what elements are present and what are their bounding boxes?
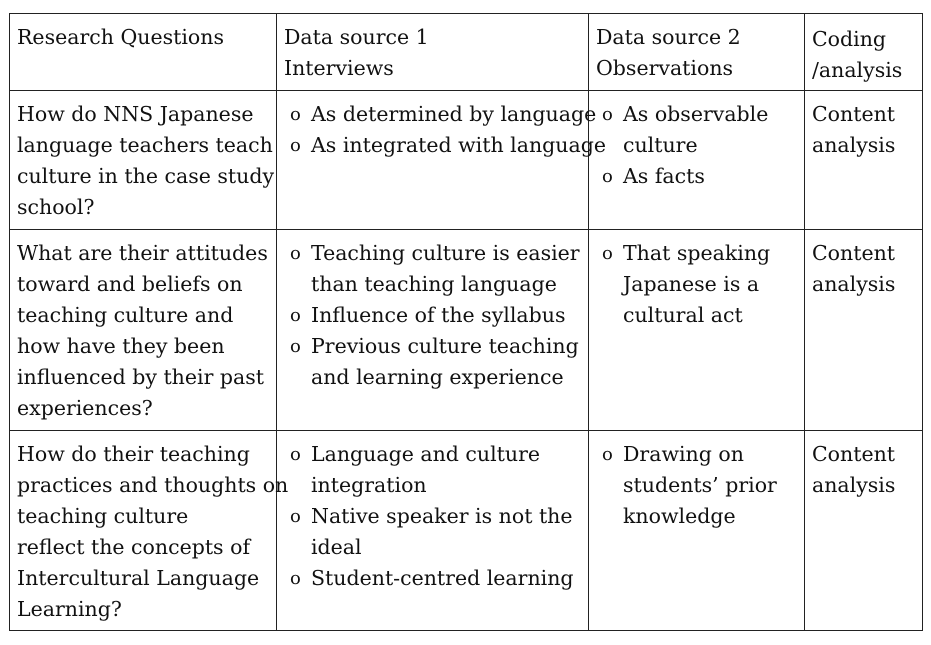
question-line: culture in the case study — [17, 164, 275, 188]
item-line: culture — [623, 133, 698, 157]
coding-cell — [805, 431, 923, 631]
coding-line: Content — [812, 241, 896, 265]
question-line: influenced by their past — [17, 365, 264, 389]
item-line: integration — [311, 473, 427, 497]
bullet-icon: o — [290, 336, 301, 357]
item-line: cultural act — [623, 303, 743, 327]
item-line: and learning experience — [311, 365, 564, 389]
list-item — [290, 331, 581, 393]
header-coding-analysis — [805, 14, 923, 91]
item-line: Influence of the syllabus — [311, 303, 566, 327]
table-row — [10, 91, 923, 230]
item-line: That speaking — [623, 241, 771, 265]
question-line: toward and beliefs on — [17, 272, 243, 296]
question-line: teaching culture and — [17, 303, 234, 327]
coding-line: Content — [812, 102, 896, 126]
question-line: teaching culture — [17, 504, 189, 528]
observations-cell — [589, 230, 805, 431]
coding-line: analysis — [812, 133, 896, 157]
bullet-icon: o — [290, 506, 301, 527]
item-line: Language and culture — [311, 442, 541, 466]
question-line: experiences? — [17, 396, 153, 420]
header-data-source-2 — [589, 14, 805, 91]
question-line: Intercultural Language — [17, 566, 260, 590]
item-line: Native speaker is not the — [311, 504, 573, 528]
list-item — [602, 439, 797, 532]
header-research-questions — [10, 14, 277, 91]
table-row — [10, 431, 923, 631]
item-line: As facts — [623, 164, 705, 188]
item-line: Teaching culture is easier — [311, 241, 580, 265]
question-line: Learning? — [17, 597, 122, 621]
header-text: Interviews — [284, 56, 394, 80]
question-line: school? — [17, 195, 95, 219]
bullet-icon: o — [290, 135, 301, 156]
coding-line: analysis — [812, 473, 896, 497]
bullet-icon: o — [290, 305, 301, 326]
item-line: Previous culture teaching — [311, 334, 579, 358]
bullet-icon: o — [602, 166, 613, 187]
interviews-cell — [277, 230, 589, 431]
list-item — [290, 439, 581, 501]
coding-cell — [805, 91, 923, 230]
header-text: Research Questions — [17, 25, 224, 49]
item-line: Drawing on — [623, 442, 744, 466]
bullet-icon: o — [290, 444, 301, 465]
header-text: Data source 1 — [284, 25, 429, 49]
question-cell — [10, 230, 277, 431]
observations-cell — [589, 431, 805, 631]
bullet-icon: o — [290, 104, 301, 125]
interviews-cell — [277, 91, 606, 230]
question-line: practices and thoughts on — [17, 473, 289, 497]
list-item — [290, 238, 581, 300]
list-item — [602, 99, 797, 161]
list-item — [290, 300, 581, 331]
list-item — [602, 238, 797, 331]
interviews-cell — [277, 431, 589, 631]
list-item — [290, 563, 581, 594]
item-line: As determined by language — [311, 102, 597, 126]
list-item — [290, 501, 581, 563]
item-line: students’ prior — [623, 473, 777, 497]
bullet-icon: o — [290, 243, 301, 264]
header-text: Coding — [812, 27, 887, 51]
coding-line: analysis — [812, 272, 896, 296]
observations-cell — [589, 91, 805, 230]
header-row — [10, 14, 923, 91]
question-line: how have they been — [17, 334, 225, 358]
coding-cell — [805, 230, 923, 431]
item-line: As observable — [623, 102, 769, 126]
coding-line: Content — [812, 442, 896, 466]
item-line: Student-centred learning — [311, 566, 574, 590]
question-line: How do their teaching — [17, 442, 250, 466]
item-line: than teaching language — [311, 272, 557, 296]
header-text: /analysis — [812, 58, 903, 82]
question-line: How do NNS Japanese — [17, 102, 254, 126]
bullet-icon: o — [290, 568, 301, 589]
bullet-icon: o — [602, 243, 613, 264]
item-line: knowledge — [623, 504, 736, 528]
question-line: What are their attitudes — [17, 241, 268, 265]
question-line: language teachers teach — [17, 133, 273, 157]
header-data-source-1 — [277, 14, 589, 91]
list-item — [602, 161, 797, 192]
table-row — [10, 230, 923, 431]
question-cell — [10, 91, 277, 230]
question-line: reflect the concepts of — [17, 535, 251, 559]
bullet-icon: o — [602, 444, 613, 465]
item-line: As integrated with language — [311, 133, 606, 157]
header-text: Observations — [596, 56, 734, 80]
item-line: Japanese is a — [623, 272, 760, 296]
research-design-table — [9, 13, 923, 631]
bullet-icon: o — [602, 104, 613, 125]
question-cell — [10, 431, 289, 631]
list-item — [290, 130, 606, 161]
list-item — [290, 99, 597, 130]
header-text: Data source 2 — [596, 25, 741, 49]
item-line: ideal — [311, 535, 362, 559]
